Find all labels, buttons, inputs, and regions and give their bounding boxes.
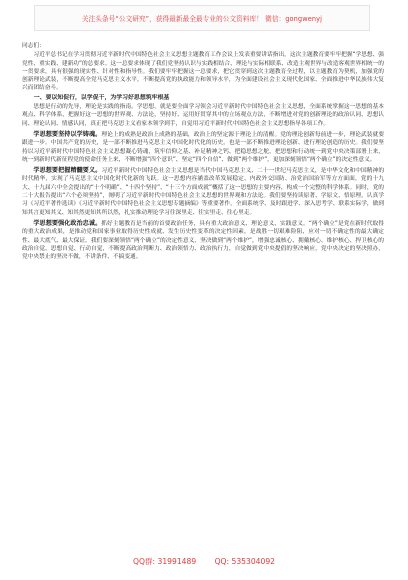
paragraph-lead: 学思想要把握精髓要义。 (33, 167, 102, 175)
paragraph-text: 习近平新时代中国特色社会主义思想是当代中国马克思主义、二十一世纪马克思主义，是中华文化和中国精神的时代精华，实现了马克思主义中国化时代化新的飞跃。这一思想内容涵盖改革发展稳定、内政外交国防、治党治国治军等方方面面，党的十九大、十九届六中全会提出的“十个明确”、“十四个坚持”、“十三个方面成就”概括了这一思想的主要内容，构成一个完整的科学体系。同时，党的二十大报告提出“六个必须坚持”，阐明了习近平新时代中国特色社会主义思想的世界观和方法论。我们要坚持读原著、学原文、悟原理，认真学习《习近平著作选读》《习近平新时代中国特色社会主义思想专题摘编》等重要著作，全面系统学、及时跟进学、深入思考学、联系实际学，做到知其言更知其义、知其然更知其所以然，扎实推动理论学习往深里走、往实里走、往心里走。 (22, 168, 385, 216)
section-heading: 一、要以知促行，以学促干，为学习好思想筑牢根基 (33, 94, 170, 101)
greeting: 同志们： (22, 43, 45, 49)
paragraph-text: 抓好主题教育是当前的首要政治任务，具有重大政治意义、理论意义、实践意义。“两个确立”是党在新时代取得的重大政治成果，是推动党和国家事业取得历史性成就、发生历史性变革的决定性因素，是战胜一切艰难险阻、应对一切不确定性的最大确定性、最大底气、最大保证。我们要深刻领悟“两个确立”的决定性意义，坚决做到“两个维护”，增强忠诚核心、拥戴核心、维护核心、捍卫核心的政治自觉、思想自觉、行动自觉，不断提高政治判断力、政治领悟力、政治执行力，自觉做到党中央提倡的坚决响应，党中央决定的坚决照办，党中央禁止的坚决不做，不讲条件、不搞变通。 (22, 220, 384, 261)
section-paragraph-4 (22, 220, 384, 261)
paragraph-text: 理论上的成熟是政治上成熟的基础，政治上的坚定源于理论上的清醒。党的理论创新每前进一步，理论武装就要跟进一步。中国共产党的历史，是一部不断推进马克思主义中国化时代化的历史，也是一部不断推进理论创新、进行理论创造的历史。我们要坚持以习近平新时代中国特色社会主义思想凝心铸魂，筑牢信仰之基、补足精神之钙、把稳思想之舵，把思想和行动统一到党中央决策部署上来，统一到新时代新征程党的使命任务上来，不断增强“四个意识”、坚定“四个自信”、做到“两个维护”，更加深刻领悟“两个确立”的决定性意义。 (22, 131, 385, 163)
section-paragraph-1: 思想是行动的先导，理论是实践的指南。学思想，就是要全面学习领会习近平新时代中国特色社会主义思想，全面系统掌握这一思想的基本观点、科学体系，把握好这一思想的世界观、方法论，坚持好、运用好贯穿其中的立场观点方法，不断增进对党的创新理论的政治认同、思想认同、理论认同、情感认同，真正把马克思主义看家本领学到手，自觉用习近平新时代中国特色社会主义思想指导各项工作。 (22, 104, 384, 127)
document-body (22, 42, 384, 261)
footer-contact (0, 556, 408, 567)
section-paragraph-2 (22, 131, 384, 164)
banner-text: 关注头条号“公文研究”，获得最新最全最专业的公文资料库！ 微信：gongwenyj (81, 15, 323, 23)
paragraph-lead: 学思想要强化政治忠诚。 (33, 219, 102, 227)
paragraph-lead: 学思想要坚持以学铸魂。 (33, 130, 102, 138)
footer-qq: QQ: 535304092 (214, 557, 275, 566)
intro-paragraph: 习近平总书记在学习贯彻习近平新时代中国特色社会主义思想主题教育工作会议上发表重要讲话指出，这次主题教育要牢牢把握“学思想、强党性、重实践、建新功”的总要求。这一总要求体现了我们党坚持认识与实践相结合、理论与实际相联系、改造主观世界与改造客观世界相统一的一贯要求，具有很强的现实性、针对性和指导性。我们要牢牢把握这一总要求，把它贯穿到这次主题教育全过程，以主题教育为契机，加强党的创新理论武装，不断提高全党马克思主义水平，不断提高党的执政能力和领导水平，为全面建设社会主义现代化国家、全面推进中华民族伟大复兴而团结奋斗。 (22, 52, 384, 92)
footer-qq-group: QQ群: 31991489 (132, 557, 197, 566)
header-banner (34, 5, 370, 31)
section-paragraph-3 (22, 167, 384, 217)
